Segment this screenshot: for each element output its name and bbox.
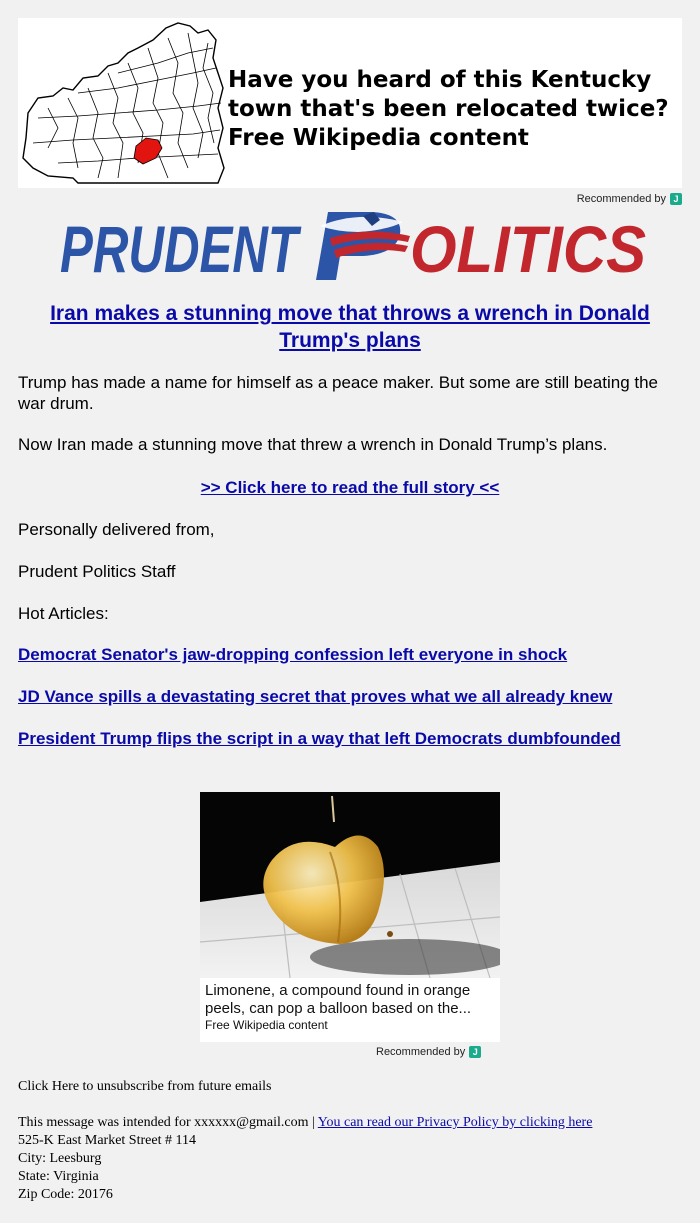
email-body bbox=[10, 10, 690, 1213]
read-full-story-link[interactable]: >> Click here to read the full story << bbox=[200, 478, 500, 497]
jeeng-logo-icon: J bbox=[469, 1046, 481, 1058]
unsubscribe-link[interactable]: Click Here to unsubscribe from future emails bbox=[18, 1079, 272, 1094]
footer-state: State: Virginia bbox=[18, 1169, 99, 1184]
hot-article-link[interactable]: President Trump flips the script in a way that left Democrats dumbfounded bbox=[18, 729, 621, 748]
hot-article-link[interactable]: JD Vance spills a devastating secret that proves what we all already knew bbox=[18, 687, 613, 706]
prudent-politics-logo bbox=[58, 202, 648, 282]
sponsored-ad-top[interactable] bbox=[18, 18, 682, 188]
ad-top-headline[interactable] bbox=[228, 66, 678, 153]
hot-articles-label: Hot Articles: bbox=[18, 604, 109, 623]
footer-address: 525-K East Market Street # 114 bbox=[18, 1133, 196, 1148]
article-paragraph-1: Trump has made a name for himself as a peace maker. But some are still beating the war drum. bbox=[18, 373, 659, 413]
ad-top-title[interactable]: Have you heard of this Kentucky town that's been relocated twice? bbox=[228, 67, 669, 122]
sponsored-ad-bottom[interactable] bbox=[200, 792, 500, 1042]
jeeng-logo-icon: J bbox=[670, 193, 682, 205]
ad-bottom-source: Free Wikipedia content bbox=[205, 1018, 328, 1032]
signoff-line-2: Prudent Politics Staff bbox=[18, 562, 176, 581]
balloon-photo-image bbox=[200, 792, 500, 978]
kentucky-map-image bbox=[18, 18, 226, 188]
article-paragraph-2: Now Iran made a stunning move that threw a wrench in Donald Trump’s plans. bbox=[18, 435, 608, 454]
article-headline-link[interactable]: Iran makes a stunning move that throws a wrench in Donald Trump's plans bbox=[50, 302, 650, 352]
recommended-by-badge[interactable] bbox=[376, 1046, 481, 1058]
footer-city: City: Leesburg bbox=[18, 1151, 102, 1166]
logo-word-prudent: PRUDENT bbox=[60, 212, 302, 282]
footer-intended-line bbox=[18, 1114, 688, 1132]
ad-top-source: Free Wikipedia content bbox=[228, 125, 529, 151]
signoff-line-1: Personally delivered from, bbox=[18, 520, 215, 539]
hot-article-link[interactable]: Democrat Senator's jaw-dropping confession left everyone in shock bbox=[18, 645, 568, 664]
privacy-policy-link[interactable]: You can read our Privacy Policy by clicking here bbox=[317, 1115, 593, 1130]
recommended-label: Recommended by bbox=[376, 1046, 466, 1058]
footer-intended-text: This message was intended for xxxxxx@gmail.com | bbox=[18, 1115, 315, 1130]
ad-bottom-caption[interactable]: Limonene, a compound found in orange peels, can pop a balloon based on the... bbox=[205, 982, 472, 1017]
logo-word-olitics: OLITICS bbox=[410, 212, 646, 282]
recommended-label: Recommended by bbox=[576, 193, 666, 205]
footer-zip: Zip Code: 20176 bbox=[18, 1187, 113, 1202]
